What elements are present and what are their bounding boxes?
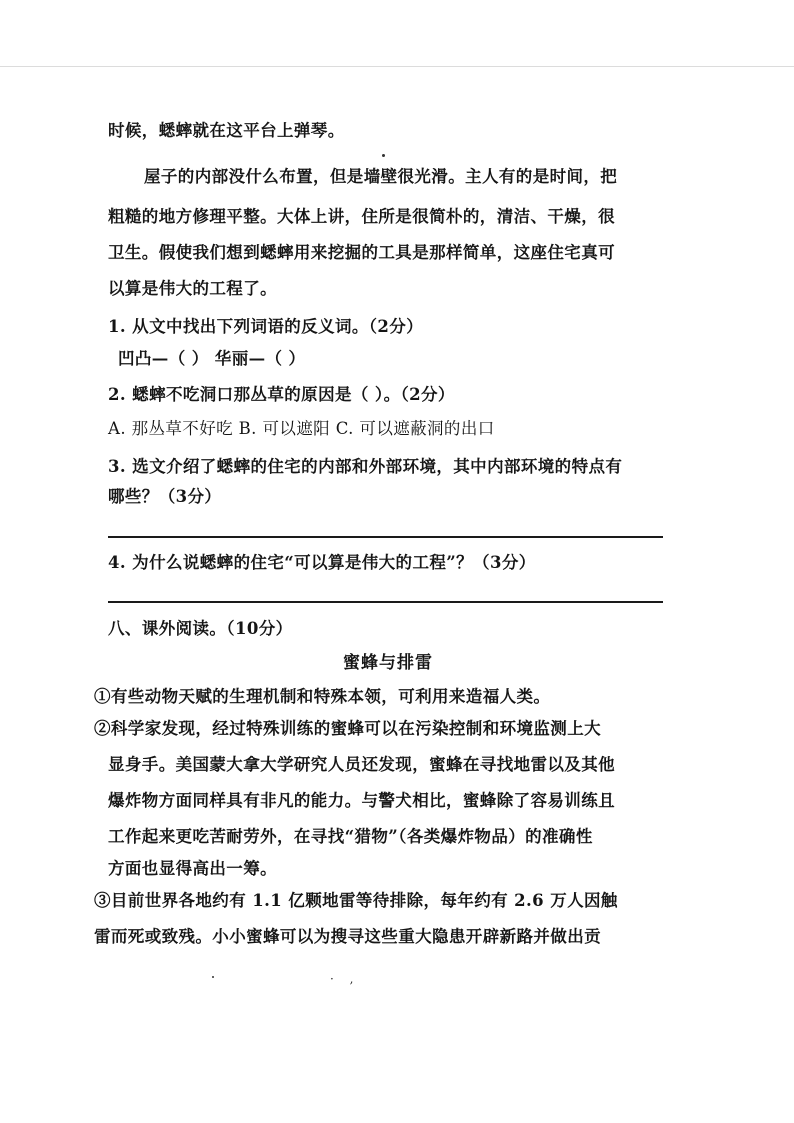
article-line: ③目前世界各地约有 1.1 亿颗地雷等待排除，每年约有 2.6 万人因触 [94,891,618,910]
question-1-blanks: 凹凸—（ ） 华丽—（ ） [118,349,306,368]
article-line: 方面也显得高出一筹。 [108,859,277,878]
section-heading: 八、课外阅读。（10分） [108,619,293,638]
question-4: 4. 为什么说蟋蟀的住宅“可以算是伟大的工程”？（3分） [108,553,536,572]
question-2: 2. 蟋蟀不吃洞口那丛草的原因是（ ）。（2分） [108,385,455,404]
article-line: 显身手。美国蒙大拿大学研究人员还发现，蜜蜂在寻找地雷以及其他 [108,755,615,774]
page-mark: · , [330,972,360,986]
passage-line: 以算是伟大的工程了。 [108,279,277,298]
top-rule [0,66,794,67]
scan-speck [382,154,385,157]
question-1: 1. 从文中找出下列词语的反义词。（2分） [108,317,424,336]
passage-line: 卫生。假使我们想到蟋蟀用来挖掘的工具是那样简单，这座住宅真可 [108,243,615,262]
article-title: 蜜蜂与排雷 [343,653,433,673]
passage-line: 时候，蟋蟀就在这平台上弹琴。 [108,121,345,140]
article-line: 雷而死或致残。小小蜜蜂可以为搜寻这些重大隐患开辟新路并做出贡 [94,927,601,946]
question-3-line2: 哪些？（3分） [108,487,222,506]
scan-speck [212,976,214,978]
article-line: 工作起来更吃苦耐劳外，在寻找“猎物”（各类爆炸物品）的准确性 [108,827,593,846]
article-line: ②科学家发现，经过特殊训练的蜜蜂可以在污染控制和环境监测上大 [94,719,601,738]
passage-line: 粗糙的地方修理平整。大体上讲，住所是很简朴的，清洁、干燥，很 [108,207,615,226]
answer-line-q3 [108,536,663,538]
question-3-line1: 3. 选文介绍了蟋蟀的住宅的内部和外部环境，其中内部环境的特点有 [108,457,623,476]
article-line: ①有些动物天赋的生理机制和特殊本领，可利用来造福人类。 [94,687,551,706]
question-2-options: A. 那丛草不好吃 B. 可以遮阳 C. 可以遮蔽洞的出口 [108,419,495,438]
answer-line-q4 [108,601,663,603]
passage-line: 屋子的内部没什么布置，但是墙壁很光滑。主人有的是时间，把 [144,167,618,186]
article-line: 爆炸物方面同样具有非凡的能力。与警犬相比，蜜蜂除了容易训练且 [108,791,615,810]
